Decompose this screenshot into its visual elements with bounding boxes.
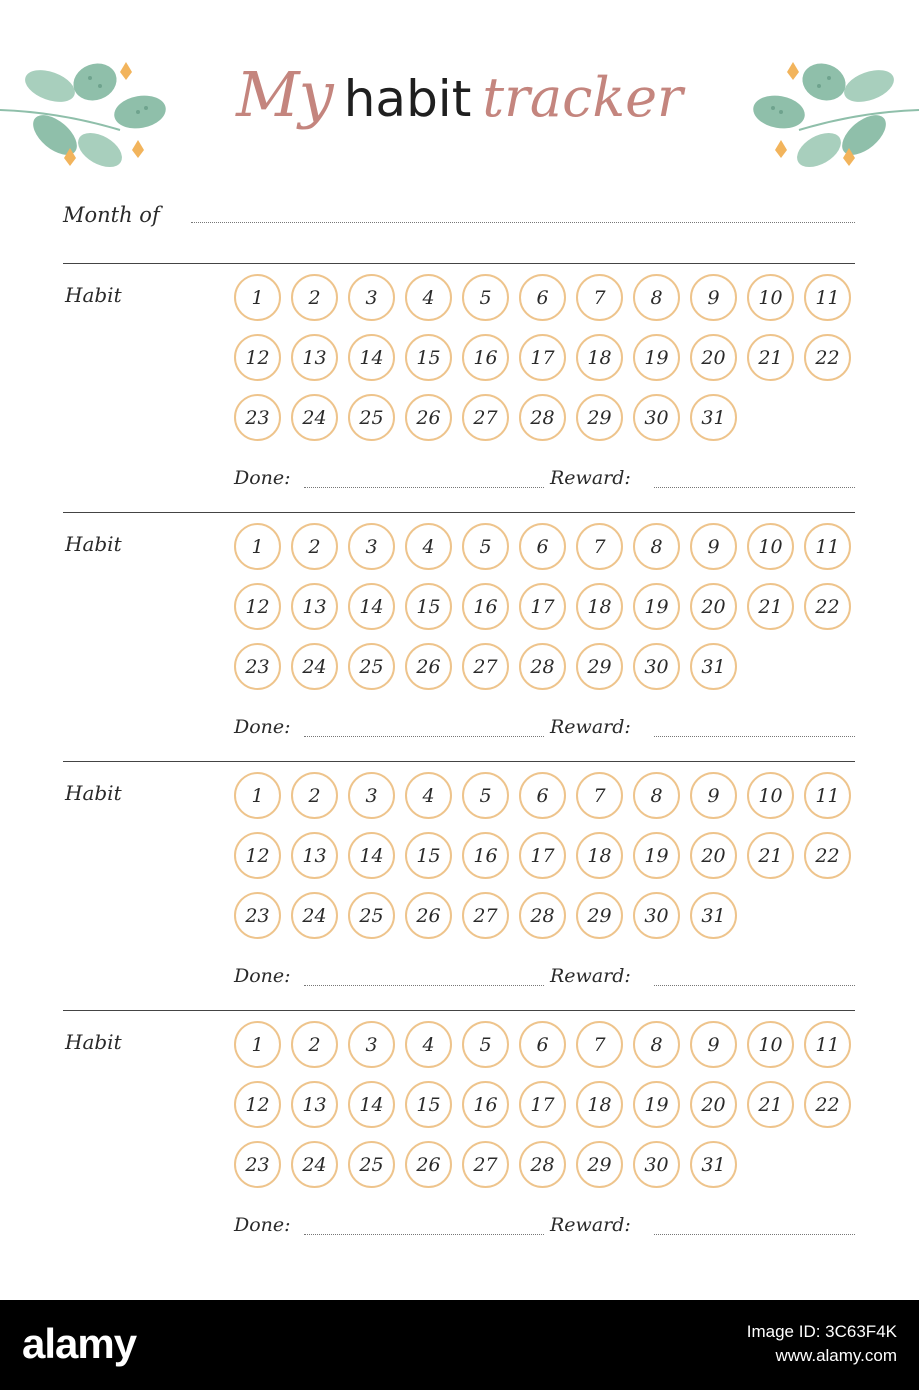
day-circle-5[interactable]: 5 <box>462 523 509 570</box>
day-circle-24[interactable]: 24 <box>291 1141 338 1188</box>
day-circle-9[interactable]: 9 <box>690 523 737 570</box>
alamy-logo: alamy <box>22 1320 137 1367</box>
day-circle-11[interactable]: 11 <box>804 523 851 570</box>
day-circle-20[interactable]: 20 <box>690 832 737 879</box>
day-circle-23[interactable]: 23 <box>234 643 281 690</box>
day-circle-11[interactable]: 11 <box>804 1021 851 1068</box>
day-circle-23[interactable]: 23 <box>234 1141 281 1188</box>
day-circle-19[interactable]: 19 <box>633 334 680 381</box>
day-circle-5[interactable]: 5 <box>462 1021 509 1068</box>
reward-label: Reward: <box>550 965 631 987</box>
title-habit: habit <box>343 70 472 128</box>
day-circle-21[interactable]: 21 <box>747 832 794 879</box>
day-circle-22[interactable]: 22 <box>804 334 851 381</box>
day-circle-10[interactable]: 10 <box>747 274 794 321</box>
reward-dotted-line[interactable] <box>654 736 855 737</box>
day-circle-3[interactable]: 3 <box>348 772 395 819</box>
day-circle-30[interactable]: 30 <box>633 1141 680 1188</box>
done-reward-row <box>234 465 855 493</box>
day-circle-31[interactable]: 31 <box>690 394 737 441</box>
day-circle-1[interactable]: 1 <box>234 772 281 819</box>
day-circle-5[interactable]: 5 <box>462 772 509 819</box>
day-circle-26[interactable]: 26 <box>405 394 452 441</box>
day-circle-4[interactable]: 4 <box>405 772 452 819</box>
day-circle-2[interactable]: 2 <box>291 1021 338 1068</box>
stock-banner <box>0 1300 919 1390</box>
day-circle-12[interactable]: 12 <box>234 1081 281 1128</box>
day-circle-26[interactable]: 26 <box>405 892 452 939</box>
day-circle-18[interactable]: 18 <box>576 334 623 381</box>
day-circle-4[interactable]: 4 <box>405 1021 452 1068</box>
day-circle-31[interactable]: 31 <box>690 1141 737 1188</box>
done-label: Done: <box>234 965 291 987</box>
day-circle-28[interactable]: 28 <box>519 892 566 939</box>
day-circle-31[interactable]: 31 <box>690 643 737 690</box>
habit-label: Habit <box>65 283 122 307</box>
day-circle-10[interactable]: 10 <box>747 772 794 819</box>
day-circle-26[interactable]: 26 <box>405 643 452 690</box>
day-circle-29[interactable]: 29 <box>576 394 623 441</box>
day-circle-11[interactable]: 11 <box>804 274 851 321</box>
day-circle-11[interactable]: 11 <box>804 772 851 819</box>
day-circle-22[interactable]: 22 <box>804 583 851 630</box>
day-circle-3[interactable]: 3 <box>348 523 395 570</box>
day-circle-6[interactable]: 6 <box>519 772 566 819</box>
day-circle-26[interactable]: 26 <box>405 1141 452 1188</box>
day-circle-2[interactable]: 2 <box>291 274 338 321</box>
day-circle-10[interactable]: 10 <box>747 523 794 570</box>
done-reward-row <box>234 963 855 991</box>
day-circle-28[interactable]: 28 <box>519 394 566 441</box>
day-circle-13[interactable]: 13 <box>291 832 338 879</box>
day-circle-18[interactable]: 18 <box>576 1081 623 1128</box>
day-circle-24[interactable]: 24 <box>291 892 338 939</box>
done-label: Done: <box>234 1214 291 1236</box>
day-circle-7[interactable]: 7 <box>576 274 623 321</box>
day-circle-24[interactable]: 24 <box>291 394 338 441</box>
day-circle-27[interactable]: 27 <box>462 394 509 441</box>
day-circle-25[interactable]: 25 <box>348 1141 395 1188</box>
day-circle-25[interactable]: 25 <box>348 643 395 690</box>
day-circle-17[interactable]: 17 <box>519 832 566 879</box>
day-circle-25[interactable]: 25 <box>348 394 395 441</box>
day-circle-13[interactable]: 13 <box>291 334 338 381</box>
habit-label: Habit <box>65 1030 122 1054</box>
day-circle-3[interactable]: 3 <box>348 1021 395 1068</box>
title-tracker: tracker <box>482 66 683 129</box>
title-my: My <box>236 58 333 131</box>
banner-info <box>747 1320 897 1368</box>
day-circle-10[interactable]: 10 <box>747 1021 794 1068</box>
day-circle-9[interactable]: 9 <box>690 772 737 819</box>
done-label: Done: <box>234 716 291 738</box>
day-circle-2[interactable]: 2 <box>291 772 338 819</box>
day-circle-15[interactable]: 15 <box>405 583 452 630</box>
day-circle-18[interactable]: 18 <box>576 832 623 879</box>
day-circle-31[interactable]: 31 <box>690 892 737 939</box>
day-circle-13[interactable]: 13 <box>291 1081 338 1128</box>
day-circle-21[interactable]: 21 <box>747 1081 794 1128</box>
habit-section-4 <box>63 1010 855 1260</box>
month-of-dotted-line[interactable] <box>191 222 855 223</box>
reward-label: Reward: <box>550 467 631 489</box>
day-circle-22[interactable]: 22 <box>804 1081 851 1128</box>
day-circle-30[interactable]: 30 <box>633 892 680 939</box>
day-circle-8[interactable]: 8 <box>633 274 680 321</box>
day-circle-3[interactable]: 3 <box>348 274 395 321</box>
day-circle-16[interactable]: 16 <box>462 1081 509 1128</box>
day-circle-6[interactable]: 6 <box>519 523 566 570</box>
reward-dotted-line[interactable] <box>654 985 855 986</box>
image-id: Image ID: 3C63F4K <box>746 1322 897 1341</box>
day-circle-20[interactable]: 20 <box>690 583 737 630</box>
month-of-label: Month of <box>63 203 160 227</box>
site-url: www.alamy.com <box>775 1346 897 1365</box>
section-divider <box>63 263 855 264</box>
done-dotted-line[interactable] <box>304 736 544 737</box>
day-circle-4[interactable]: 4 <box>405 523 452 570</box>
floral-right-decoration <box>744 50 919 190</box>
day-circle-7[interactable]: 7 <box>576 772 623 819</box>
day-circle-30[interactable]: 30 <box>633 394 680 441</box>
done-dotted-line[interactable] <box>304 1234 544 1235</box>
day-circle-9[interactable]: 9 <box>690 1021 737 1068</box>
day-circle-25[interactable]: 25 <box>348 892 395 939</box>
day-circle-15[interactable]: 15 <box>405 832 452 879</box>
section-divider <box>63 761 855 762</box>
day-circle-17[interactable]: 17 <box>519 583 566 630</box>
habit-section-1 <box>63 263 855 513</box>
habit-section-3 <box>63 761 855 1011</box>
day-circle-23[interactable]: 23 <box>234 892 281 939</box>
day-circle-1[interactable]: 1 <box>234 1021 281 1068</box>
day-circle-21[interactable]: 21 <box>747 334 794 381</box>
day-circle-1[interactable]: 1 <box>234 523 281 570</box>
done-dotted-line[interactable] <box>304 985 544 986</box>
done-dotted-line[interactable] <box>304 487 544 488</box>
habit-label: Habit <box>65 532 122 556</box>
day-circle-22[interactable]: 22 <box>804 832 851 879</box>
day-circle-8[interactable]: 8 <box>633 523 680 570</box>
day-circle-24[interactable]: 24 <box>291 643 338 690</box>
day-circle-28[interactable]: 28 <box>519 643 566 690</box>
day-circle-5[interactable]: 5 <box>462 274 509 321</box>
day-circle-16[interactable]: 16 <box>462 583 509 630</box>
day-circle-6[interactable]: 6 <box>519 274 566 321</box>
day-circle-19[interactable]: 19 <box>633 832 680 879</box>
section-divider <box>63 512 855 513</box>
month-of-field[interactable] <box>63 200 855 232</box>
habit-label: Habit <box>65 781 122 805</box>
reward-label: Reward: <box>550 716 631 738</box>
day-circle-9[interactable]: 9 <box>690 274 737 321</box>
day-circle-20[interactable]: 20 <box>690 1081 737 1128</box>
day-circle-4[interactable]: 4 <box>405 274 452 321</box>
day-circle-20[interactable]: 20 <box>690 334 737 381</box>
day-circle-27[interactable]: 27 <box>462 1141 509 1188</box>
done-reward-row <box>234 714 855 742</box>
day-circle-15[interactable]: 15 <box>405 334 452 381</box>
day-circle-8[interactable]: 8 <box>633 772 680 819</box>
day-circle-16[interactable]: 16 <box>462 832 509 879</box>
reward-dotted-line[interactable] <box>654 1234 855 1235</box>
day-circle-1[interactable]: 1 <box>234 274 281 321</box>
day-circle-29[interactable]: 29 <box>576 1141 623 1188</box>
day-circle-29[interactable]: 29 <box>576 892 623 939</box>
day-circle-12[interactable]: 12 <box>234 832 281 879</box>
day-circle-15[interactable]: 15 <box>405 1081 452 1128</box>
day-circle-13[interactable]: 13 <box>291 583 338 630</box>
done-label: Done: <box>234 467 291 489</box>
day-circle-27[interactable]: 27 <box>462 892 509 939</box>
day-circle-12[interactable]: 12 <box>234 583 281 630</box>
reward-dotted-line[interactable] <box>654 487 855 488</box>
day-circle-29[interactable]: 29 <box>576 643 623 690</box>
day-circle-14[interactable]: 14 <box>348 583 395 630</box>
day-circle-14[interactable]: 14 <box>348 832 395 879</box>
day-circle-14[interactable]: 14 <box>348 334 395 381</box>
day-circle-14[interactable]: 14 <box>348 1081 395 1128</box>
day-circle-16[interactable]: 16 <box>462 334 509 381</box>
reward-label: Reward: <box>550 1214 631 1236</box>
day-circle-21[interactable]: 21 <box>747 583 794 630</box>
day-circle-19[interactable]: 19 <box>633 583 680 630</box>
section-divider <box>63 1010 855 1011</box>
day-circle-8[interactable]: 8 <box>633 1021 680 1068</box>
day-circle-28[interactable]: 28 <box>519 1141 566 1188</box>
day-circle-27[interactable]: 27 <box>462 643 509 690</box>
day-circle-6[interactable]: 6 <box>519 1021 566 1068</box>
day-circle-19[interactable]: 19 <box>633 1081 680 1128</box>
day-circle-23[interactable]: 23 <box>234 394 281 441</box>
day-circle-18[interactable]: 18 <box>576 583 623 630</box>
done-reward-row <box>234 1212 855 1240</box>
day-circle-12[interactable]: 12 <box>234 334 281 381</box>
day-circle-30[interactable]: 30 <box>633 643 680 690</box>
day-circle-2[interactable]: 2 <box>291 523 338 570</box>
day-circle-7[interactable]: 7 <box>576 523 623 570</box>
habit-section-2 <box>63 512 855 762</box>
day-circle-17[interactable]: 17 <box>519 1081 566 1128</box>
day-circle-7[interactable]: 7 <box>576 1021 623 1068</box>
day-circle-17[interactable]: 17 <box>519 334 566 381</box>
